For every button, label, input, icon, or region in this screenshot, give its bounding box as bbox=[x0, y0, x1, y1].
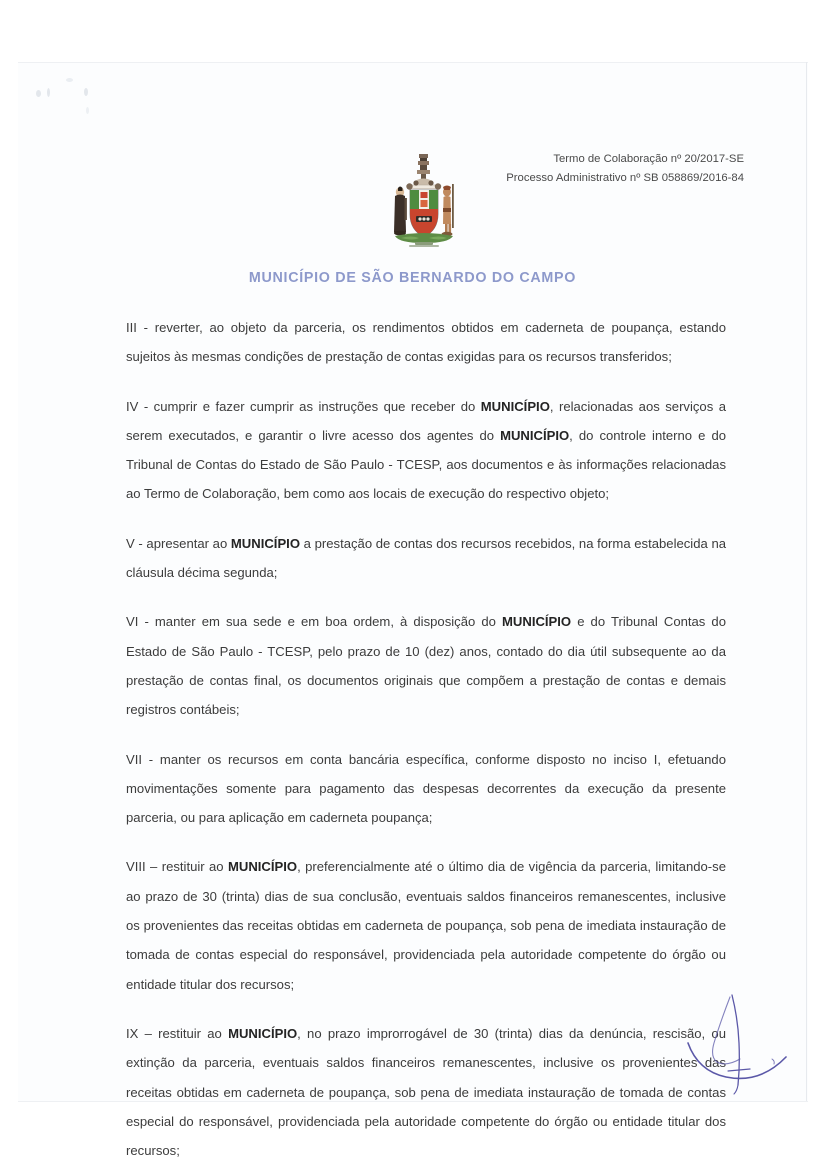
scan-artifact bbox=[47, 88, 50, 97]
clause-vii: VII - manter os recursos em conta bancária específica, conforme disposto no inciso I, efetuando movimentações somente para pagamento das despesas decorrentes da execução da presente parceria, ou para aplicação em caderneta poupança; bbox=[126, 751, 726, 826]
scan-artifact bbox=[66, 78, 73, 82]
clause-iv: IV - cumprir e fazer cumprir as instruções que receber do MUNICÍPIO, relacionadas aos serviços a serem executados, e garantir o livre acesso dos agentes do MUNICÍPIO, do controle interno e do Tribunal de Contas do Estado de São Paulo - TCESP, aos documentos e às informações relacionadas ao Termo de Colaboração, bem como aos locais de execução do respectivo objeto; bbox=[126, 398, 727, 502]
clause-ix: IX – restituir ao MUNICÍPIO, no prazo improrrogável de 30 (trinta) dias da denúncia, rescisão, ou extinção da parceria, eventuais saldos financeiros remanescentes, inclusive os provenientes das receitas obtidas em caderneta de poupança, sob pena de imediata instauração de tomada de contas especial do responsável, providenciada pela autoridade competente do órgão ou entidade titular dos recursos; bbox=[126, 1025, 726, 1159]
termo-colaboracao-number: Termo de Colaboração nº 20/2017-SE bbox=[553, 153, 744, 165]
clause-viii: VIII – restituir ao MUNICÍPIO, preferencialmente até o último dia de vigência da parceria, limitando-se ao prazo de 30 (trinta) dias de sua conclusão, eventuais saldos financeiros remanescentes, inclusive os provenientes das receitas obtidas em caderneta de poupança, sob pena de imediata instauração de tomada de contas especial do responsável, providenciada pela autoridade competente do órgão ou entidade titular dos recursos; bbox=[126, 859, 726, 992]
scan-edge-top bbox=[18, 62, 808, 63]
clause-vi: VI - manter em sua sede e em boa ordem, à disposição do MUNICÍPIO e do Tribunal Contas do Estado de São Paulo - TCESP, pelo prazo de 10 (dez) anos, contado do dia útil subsequente ao da prestação de contas final, os documentos originais que compõem a prestação de contas e demais registros contábeis; bbox=[126, 614, 726, 718]
clause-iii: III - reverter, ao objeto da parceria, os rendimentos obtidos em caderneta de poupança, estando sujeitos às mesmas condições de prestação de contas exigidas para os recursos transferidos; bbox=[126, 320, 726, 365]
page-title: MUNICÍPIO DE SÃO BERNARDO DO CAMPO bbox=[248, 270, 577, 286]
scan-artifact bbox=[84, 88, 88, 96]
processo-administrativo-number: Processo Administrativo nº SB 058869/2016-84 bbox=[506, 172, 744, 184]
coat-of-arms-icon bbox=[389, 152, 459, 248]
document-body bbox=[126, 313, 726, 1165]
scan-edge-right bbox=[806, 62, 807, 1102]
document-reference-header bbox=[494, 150, 744, 188]
clause-v: V - apresentar ao MUNICÍPIO a prestação de contas dos recursos recebidos, na forma estabelecida na cláusula décima segunda; bbox=[126, 535, 727, 581]
scan-artifact bbox=[86, 107, 89, 114]
scan-artifact bbox=[36, 90, 41, 97]
